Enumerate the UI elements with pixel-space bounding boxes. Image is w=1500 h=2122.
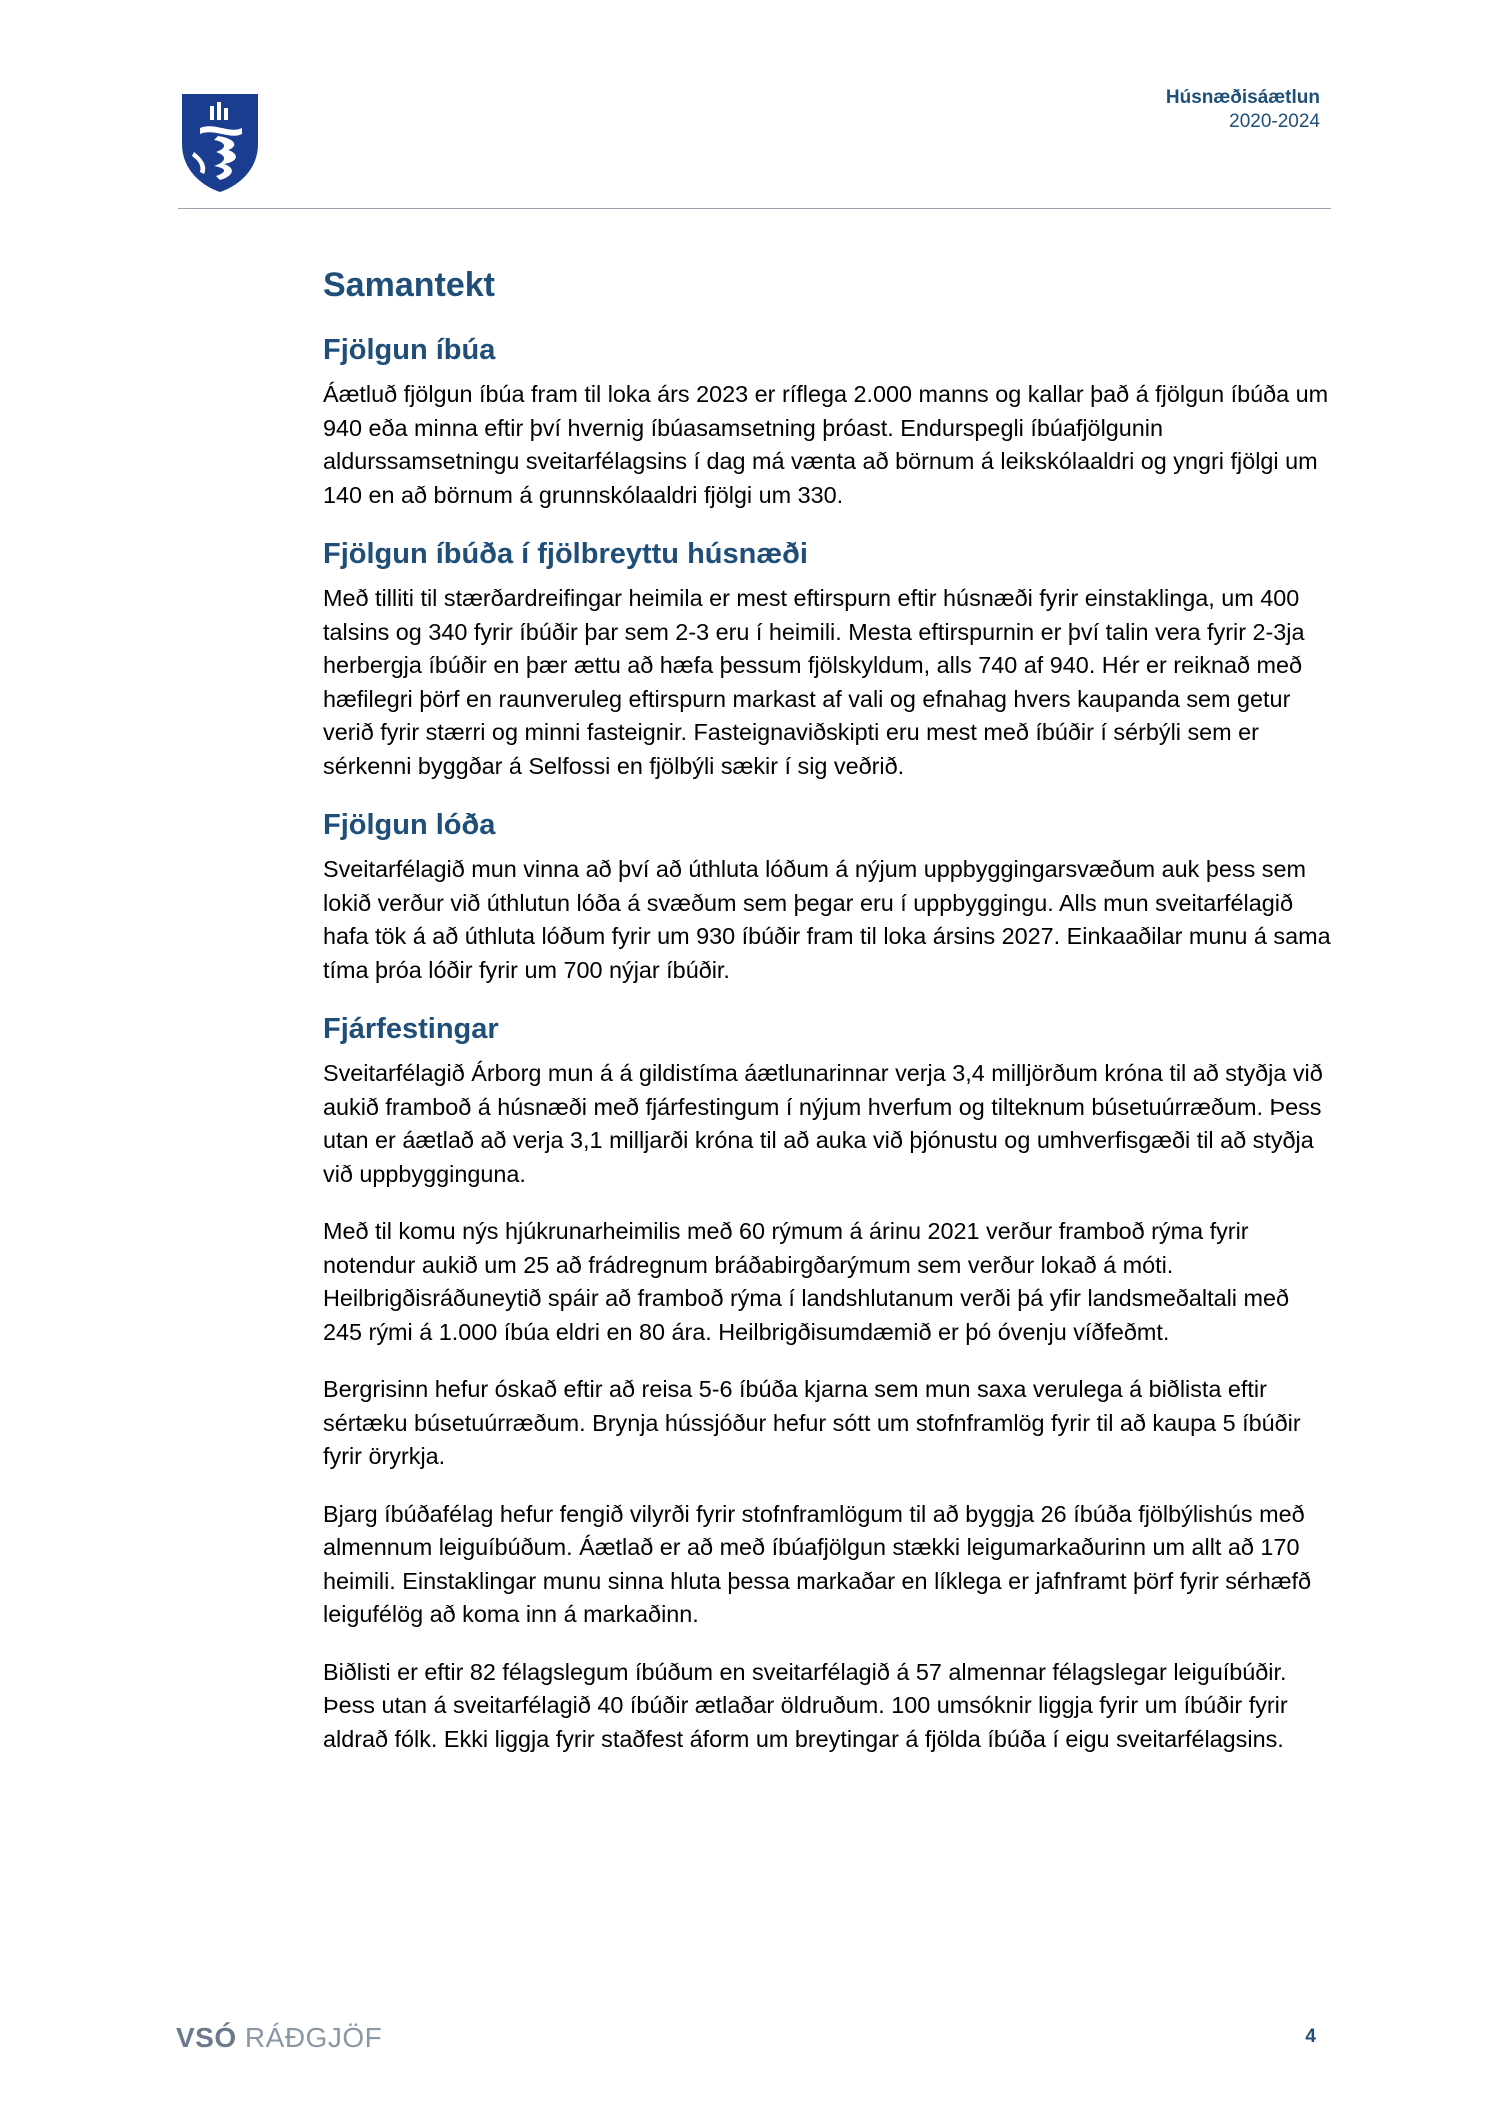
- document-title: Húsnæðisáætlun: [1165, 87, 1320, 108]
- paragraph: Með tilliti til stærðardreifingar heimila er mest eftirspurn eftir húsnæði fyrir einstaklinga, um 400 talsins og 340 fyrir íbúðir þar sem 2-3 eru í heimili. Mesta eftirspurnin er því talin vera fyrir 2-3ja herbergja íbúðir en þær ættu að hæfa þessum fjölskyldum, alls 740 af 940. Hér er reiknað með hæfilegri þörf en raunveruleg eftirspurn markast af vali og efnahag hvers kaupanda sem getur verið fyrir stærri og minni fasteignir. Fasteignaviðskipti eru mest með íbúðir í sérbýli sem er sérkenni byggðar á Selfossi en fjölbýli sækir í sig veðrið.: [323, 585, 1305, 779]
- brand-light: RÁÐGJÖF: [244, 2022, 383, 2053]
- municipal-crest-icon: [180, 92, 260, 194]
- section-heading: Fjárfestingar: [323, 1013, 499, 1045]
- section-lots: [323, 807, 1333, 987]
- brand-bold: VSÓ: [176, 2022, 237, 2053]
- paragraph: Sveitarfélagið Árborg mun á á gildistíma áætlunarinnar verja 3,4 milljörðum króna til að styðja við aukið framboð á húsnæði með fjárfestingum í nýjum hverfum og tilteknum búsetuúrræðum. Þess utan er áætlað að verja 3,1 milljarði króna til að auka við þjónustu og umhverfisgæði til að styðja við uppbygginguna.: [323, 1060, 1323, 1187]
- header-divider: [178, 208, 1331, 209]
- paragraph: Með til komu nýs hjúkrunarheimilis með 60 rýmum á árinu 2021 verður framboð rýma fyrir notendur aukið um 25 að frádregnum bráðabirgðarýmum sem verður lokað á móti. Heilbrigðisráðuneytið spáir að framboð rýma í landshlutanum verði þá yfir landsmeðaltali með 245 rými á 1.000 íbúa eldri en 80 ára. Heilbrigðisumdæmið er þó óvenju víðfeðmt.: [323, 1218, 1289, 1345]
- document-years: 2020-2024: [1229, 111, 1320, 132]
- paragraph: Áætluð fjölgun íbúa fram til loka árs 2023 er ríflega 2.000 manns og kallar það á fjölgun íbúða um 940 eða minna eftir því hvernig íbúasamsetning þróast. Endurspegli íbúafjölgunin aldurssamsetningu sveitarfélagsins í dag má vænta að börnum á leikskólaaldri og yngri fjölgi um 140 en að börnum á grunnskólaaldri fjölgi um 330.: [323, 381, 1329, 508]
- document-header: [1166, 86, 1320, 134]
- paragraph: Bergrisinn hefur óskað eftir að reisa 5-6 íbúða kjarna sem mun saxa verulega á biðlista eftir sértæku búsetuúrræðum. Brynja hússjóður hefur sótt um stofnframlög fyrir til að kaupa 5 íbúðir fyrir öryrkja.: [323, 1376, 1301, 1469]
- paragraph: Biðlisti er eftir 82 félagslegum íbúðum en sveitarfélagið á 57 almennar félagslegar leiguíbúðir. Þess utan á sveitarfélagið 40 íbúðir ætlaðar öldruðum. 100 umsóknir liggja fyrir um íbúðir fyrir aldrað fólk. Ekki liggja fyrir staðfest áform um breytingar á fjölda íbúða í eigu sveitarfélagsins.: [323, 1658, 1288, 1752]
- page-title: Samantekt: [323, 266, 495, 304]
- section-investments: [323, 1011, 1333, 1756]
- section-population: [323, 332, 1333, 512]
- paragraph: Bjarg íbúðafélag hefur fengið vilyrði fyrir stofnframlögum til að byggja 26 íbúða fjölbýlishús með almennum leiguíbúðum. Áætlað er að með íbúafjölgun stækki leigumarkaðurinn um allt að 170 heimili. Einstaklingar munu sinna hluta þessa markaðar en líklega er jafnframt þörf fyrir sérhæfð leigufélög að koma inn á markaðinn.: [323, 1500, 1312, 1627]
- paragraph: Sveitarfélagið mun vinna að því að úthluta lóðum á nýjum uppbyggingarsvæðum auk þess sem lokið verður við úthlutun lóða á svæðum sem þegar eru í uppbyggingu. Alls mun sveitarfélagið hafa tök á að úthluta lóðum fyrir um 930 íbúðir fram til loka ársins 2027. Einkaaðilar munu á sama tíma þróa lóðir fyrir um 700 nýjar íbúðir.: [323, 856, 1331, 983]
- section-housing-variety: [323, 536, 1333, 783]
- section-heading: Fjölgun lóða: [323, 809, 496, 841]
- main-content: [323, 262, 1333, 1780]
- section-heading: Fjölgun íbúða í fjölbreyttu húsnæði: [323, 538, 808, 570]
- section-heading: Fjölgun íbúa: [323, 334, 496, 366]
- page-number: 4: [1305, 2026, 1316, 2047]
- footer-brand-logo: [176, 2022, 382, 2054]
